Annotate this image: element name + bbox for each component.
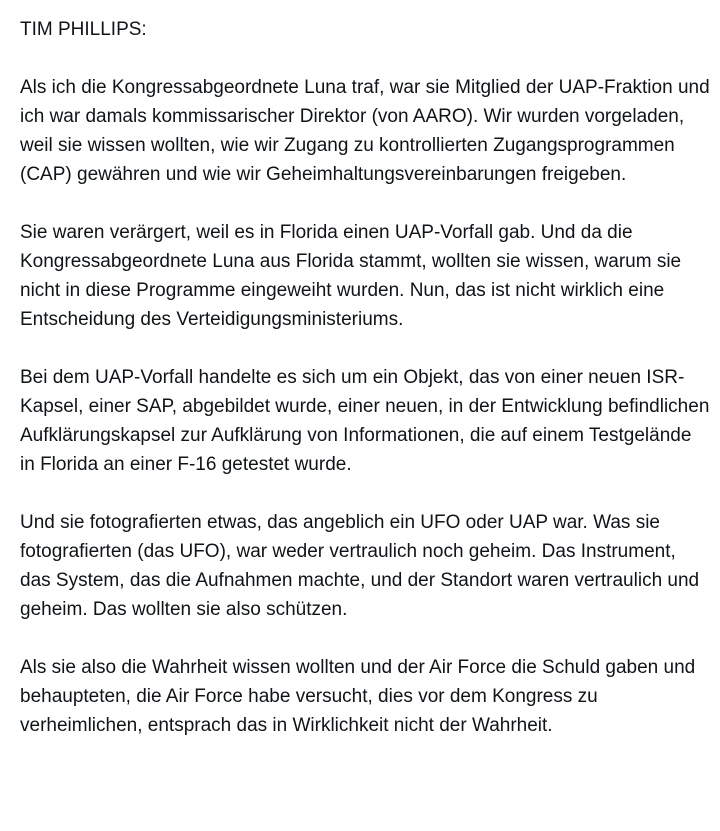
paragraph-4: Und sie fotografierten etwas, das angeblich ein UFO oder UAP war. Was sie fotografierten (das UFO), war weder vertraulich noch geheim. Das Instrument, das System, das die Aufnahmen machte, und der Standort waren vertraulich und geheim. Das wollten sie also schützen. <box>20 512 700 620</box>
speaker-name: TIM PHILLIPS: <box>20 19 147 40</box>
paragraph-2: Sie waren verärgert, weil es in Florida einen UAP-Vorfall gab. Und da die Kongressabgeordnete Luna aus Florida stammt, wollten sie wissen, warum sie nicht in diese Programme eingeweiht wurden. Nun, das ist nicht wirklich eine Entscheidung des Verteidigungsministeriums. <box>20 222 682 330</box>
transcript-document <box>20 15 710 740</box>
paragraph-5: Als sie also die Wahrheit wissen wollten und der Air Force die Schuld gaben und behaupteten, die Air Force habe versucht, dies vor dem Kongress zu verheimlichen, entsprach das in Wirklichkeit nicht der Wahrheit. <box>20 657 696 736</box>
paragraph-3: Bei dem UAP-Vorfall handelte es sich um ein Objekt, das von einer neuen ISR-Kapsel, einer SAP, abgebildet wurde, einer neuen, in der Entwicklung befindlichen Aufklärungskapsel zur Aufklärung von Informationen, die auf einem Testgelände in Florida an einer F-16 getestet wurde. <box>20 367 710 475</box>
paragraph-1: Als ich die Kongressabgeordnete Luna traf, war sie Mitglied der UAP-Fraktion und ich war damals kommissarischer Direktor (von AARO). Wir wurden vorgeladen, weil sie wissen wollten, wie wir Zugang zu kontrollierten Zugangsprogrammen (CAP) gewähren und wie wir Geheimhaltungsvereinbarungen freigeben. <box>20 77 710 185</box>
